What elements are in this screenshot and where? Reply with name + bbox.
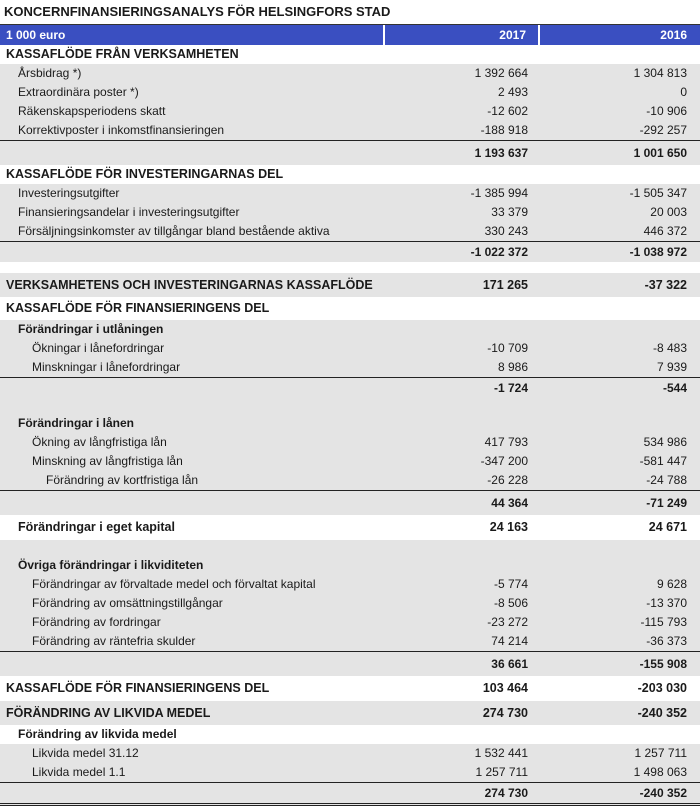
table-row bbox=[0, 184, 700, 203]
value-2016: 534 986 bbox=[643, 435, 687, 449]
row-label: Förändringar i utlåningen bbox=[18, 322, 164, 336]
table-row bbox=[0, 64, 700, 83]
table-row bbox=[0, 575, 700, 594]
table-row bbox=[0, 102, 700, 121]
value-2016: 24 671 bbox=[648, 520, 687, 534]
value-2017: -23 272 bbox=[487, 615, 528, 629]
subtotal-row bbox=[0, 782, 700, 806]
financing-analysis-table bbox=[0, 25, 700, 806]
row-label: Ökning av långfristiga lån bbox=[32, 435, 167, 449]
value-2017: 74 214 bbox=[491, 634, 528, 648]
value-2017: 33 379 bbox=[491, 205, 528, 219]
value-2017: 1 532 441 bbox=[474, 746, 528, 760]
table-row bbox=[0, 452, 700, 471]
page-title: KONCERNFINANSIERINGSANALYS FÖR HELSINGFORS STAD bbox=[0, 0, 700, 25]
table-row bbox=[0, 339, 700, 358]
table-row bbox=[0, 515, 700, 540]
value-2017: 171 265 bbox=[482, 278, 528, 292]
row-label: KASSAFLÖDE FÖR FINANSIERINGENS DEL bbox=[6, 301, 270, 315]
value-2016: -8 483 bbox=[652, 341, 687, 355]
spacer-row bbox=[0, 262, 700, 273]
table-row bbox=[0, 358, 700, 377]
row-label: Korrektivposter i inkomstfinansieringen bbox=[18, 123, 225, 137]
subtotal-row bbox=[0, 241, 700, 262]
table-row bbox=[0, 165, 700, 184]
value-2017: 1 392 664 bbox=[474, 66, 528, 80]
row-label: Årsbidrag *) bbox=[18, 66, 82, 80]
value-2016: -115 793 bbox=[640, 615, 687, 629]
table-row bbox=[0, 676, 700, 701]
row-label: Minskningar i lånefordringar bbox=[32, 360, 181, 374]
value-2017: 24 163 bbox=[489, 520, 528, 534]
row-label: KASSAFLÖDE FÖR INVESTERINGARNAS DEL bbox=[6, 167, 284, 181]
value-2016: -71 249 bbox=[646, 495, 687, 510]
table-row bbox=[0, 203, 700, 222]
value-2016: 1 304 813 bbox=[633, 66, 687, 80]
table-row bbox=[0, 594, 700, 613]
row-label: Övriga förändringar i likviditeten bbox=[18, 558, 204, 572]
row-label: Investeringsutgifter bbox=[18, 186, 120, 200]
value-2017: -10 709 bbox=[487, 341, 528, 355]
value-2017: 2 493 bbox=[497, 85, 528, 99]
table-row bbox=[0, 414, 700, 433]
value-2017: 44 364 bbox=[491, 495, 528, 510]
subtotal-row bbox=[0, 651, 700, 676]
value-2017: -1 724 bbox=[493, 380, 528, 395]
table-row bbox=[0, 433, 700, 452]
value-2017: 8 986 bbox=[497, 360, 528, 374]
row-label: Minskning av långfristiga lån bbox=[32, 454, 183, 468]
value-2017: -8 506 bbox=[493, 596, 528, 610]
header-unit-label: 1 000 euro bbox=[6, 28, 66, 42]
header-year-2016: 2016 bbox=[660, 28, 687, 42]
table-row bbox=[0, 613, 700, 632]
table-row bbox=[0, 320, 700, 339]
row-label: Ökningar i lånefordringar bbox=[32, 341, 165, 355]
table-row bbox=[0, 297, 700, 320]
value-2016: 1 498 063 bbox=[633, 765, 687, 779]
value-2016: 9 628 bbox=[656, 577, 687, 591]
value-2017: 1 193 637 bbox=[474, 145, 528, 160]
table-row bbox=[0, 121, 700, 140]
value-2017: -1 022 372 bbox=[470, 244, 528, 259]
value-2017: 274 730 bbox=[482, 706, 528, 720]
value-2016: -240 352 bbox=[637, 706, 687, 720]
value-2017: -347 200 bbox=[480, 454, 528, 468]
table-row bbox=[0, 83, 700, 102]
value-2017: 103 464 bbox=[482, 681, 528, 695]
value-2016: 1 257 711 bbox=[634, 746, 687, 760]
row-label: Likvida medel 31.12 bbox=[32, 746, 139, 760]
table-row bbox=[0, 725, 700, 744]
row-label: Likvida medel 1.1 bbox=[32, 765, 126, 779]
value-2017: -12 602 bbox=[487, 104, 528, 118]
table-row bbox=[0, 763, 700, 782]
value-2016: -155 908 bbox=[639, 656, 687, 671]
row-label: Förändring av fordringar bbox=[32, 615, 161, 629]
value-2016: -1 505 347 bbox=[629, 186, 687, 200]
table-row bbox=[0, 222, 700, 241]
row-label: Förändringar av förvaltade medel och förvaltat kapital bbox=[32, 577, 316, 591]
value-2016: -13 370 bbox=[646, 596, 687, 610]
table-row bbox=[0, 273, 700, 297]
value-2016: -1 038 972 bbox=[629, 244, 687, 259]
row-label: Förändringar i lånen bbox=[18, 416, 135, 430]
value-2016: 20 003 bbox=[650, 205, 687, 219]
value-2017: -1 385 994 bbox=[470, 186, 528, 200]
subtotal-row bbox=[0, 140, 700, 165]
value-2016: 446 372 bbox=[643, 224, 687, 238]
value-2016: -36 373 bbox=[646, 634, 687, 648]
value-2017: -26 228 bbox=[487, 473, 528, 487]
row-label: Försäljningsinkomster av tillgångar bland bestående aktiva bbox=[18, 224, 330, 238]
row-label: Förändring av kortfristiga lån bbox=[46, 473, 199, 487]
spacer-row bbox=[0, 540, 700, 556]
row-label: Förändring av likvida medel bbox=[18, 727, 177, 741]
row-label: Förändringar i eget kapital bbox=[18, 520, 175, 534]
value-2017: -5 774 bbox=[493, 577, 528, 591]
value-2016: -544 bbox=[662, 380, 687, 395]
table-row bbox=[0, 632, 700, 651]
value-2016: -203 030 bbox=[637, 681, 687, 695]
value-2016: -581 447 bbox=[639, 454, 687, 468]
subtotal-row bbox=[0, 490, 700, 515]
value-2016: 7 939 bbox=[656, 360, 687, 374]
value-2017: 1 257 711 bbox=[475, 765, 528, 779]
row-label: Finansieringsandelar i investeringsutgifter bbox=[18, 205, 240, 219]
spacer-row bbox=[0, 398, 700, 414]
value-2017: 330 243 bbox=[484, 224, 528, 238]
value-2016: 0 bbox=[680, 85, 687, 99]
row-label: VERKSAMHETENS OCH INVESTERINGARNAS KASSAFLÖDE bbox=[6, 278, 373, 292]
value-2016: -292 257 bbox=[639, 123, 687, 137]
table-row bbox=[0, 556, 700, 575]
row-label: Förändring av omsättningstillgångar bbox=[32, 596, 223, 610]
row-label: Förändring av räntefria skulder bbox=[32, 634, 196, 648]
table-row bbox=[0, 45, 700, 64]
subtotal-row bbox=[0, 377, 700, 398]
table-row bbox=[0, 701, 700, 725]
value-2016: -240 352 bbox=[639, 786, 687, 800]
row-label: FÖRÄNDRING AV LIKVIDA MEDEL bbox=[6, 706, 211, 720]
value-2017: 417 793 bbox=[484, 435, 528, 449]
value-2016: -37 322 bbox=[644, 278, 687, 292]
table-header-row bbox=[0, 25, 700, 45]
row-label: KASSAFLÖDE FRÅN VERKSAMHETEN bbox=[6, 47, 239, 61]
row-label: Räkenskapsperiodens skatt bbox=[18, 104, 166, 118]
row-label: KASSAFLÖDE FÖR FINANSIERINGENS DEL bbox=[6, 681, 270, 695]
value-2016: -10 906 bbox=[646, 104, 687, 118]
value-2017: 36 661 bbox=[491, 656, 528, 671]
table-row bbox=[0, 471, 700, 490]
header-year-2017: 2017 bbox=[383, 25, 540, 45]
value-2016: -24 788 bbox=[646, 473, 687, 487]
value-2017: -188 918 bbox=[480, 123, 528, 137]
row-label: Extraordinära poster *) bbox=[18, 85, 139, 99]
value-2017: 274 730 bbox=[484, 786, 528, 800]
value-2016: 1 001 650 bbox=[633, 145, 687, 160]
table-row bbox=[0, 744, 700, 763]
